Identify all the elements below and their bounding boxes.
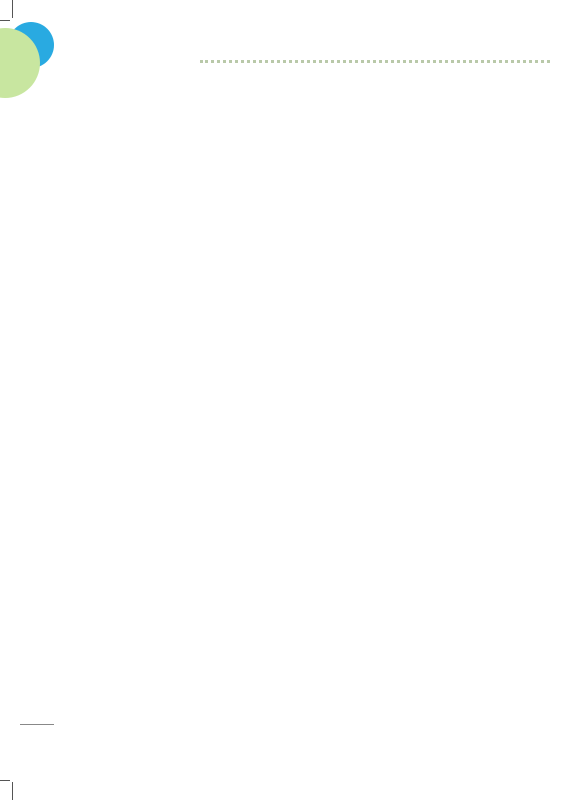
crop-mark-bottom-left — [12, 782, 13, 800]
crop-mark-bottom-left-h — [0, 780, 10, 781]
text-block-top — [80, 106, 476, 108]
footer-rule — [20, 724, 54, 725]
header-dotted-rule — [200, 60, 550, 63]
crop-mark-top-left — [12, 0, 13, 18]
crop-mark-top-left-h — [0, 20, 10, 21]
body-text — [80, 106, 476, 108]
